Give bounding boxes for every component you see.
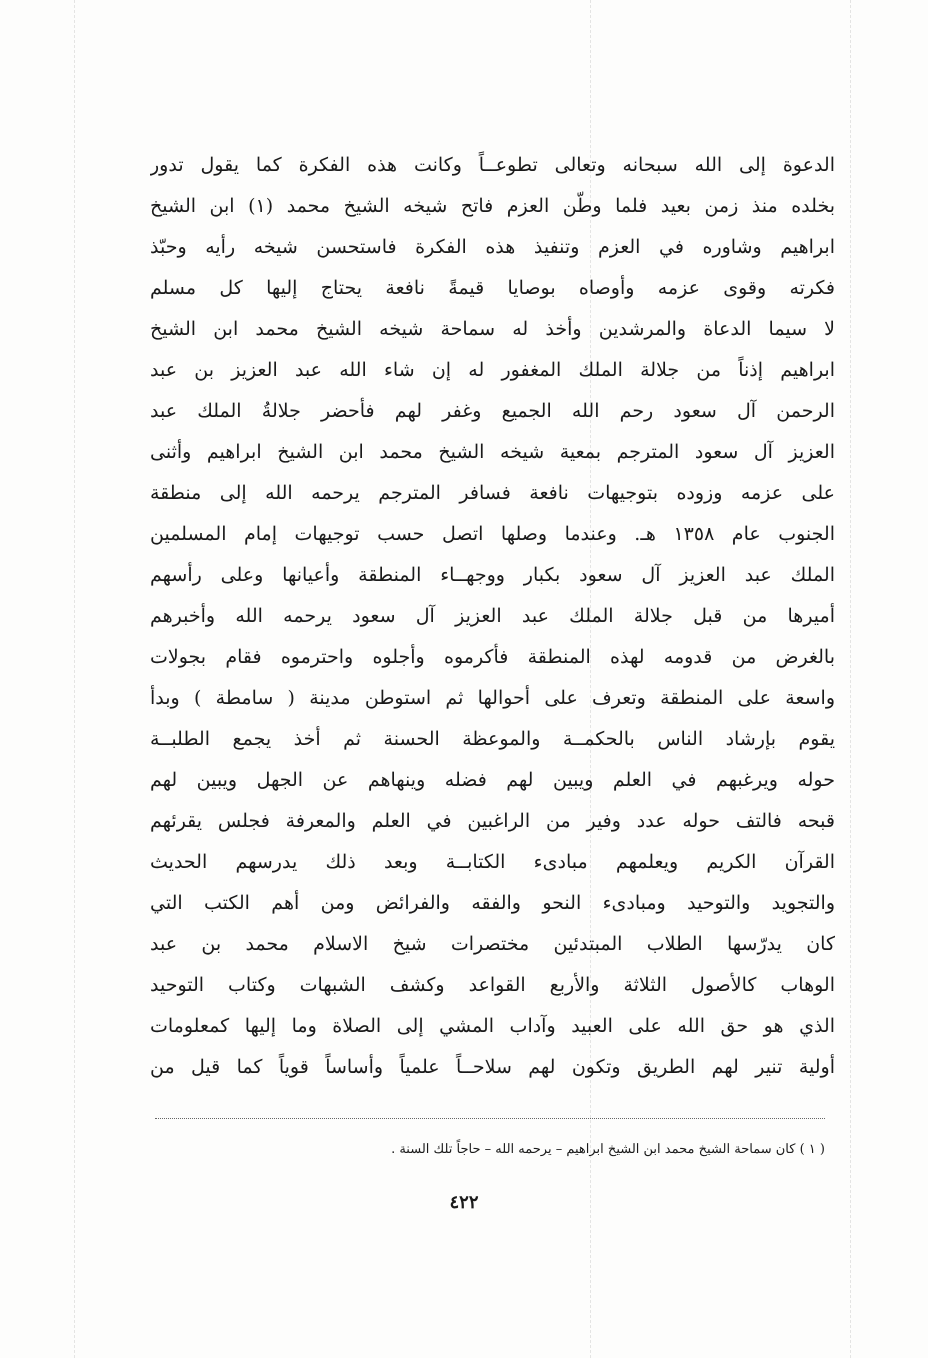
text-line: قبحه فالتف حوله عدد وفير من الراغبين في العلم والمعرفة فجلس يقرئهم: [150, 810, 835, 832]
text-line: الذي هو حق الله على العبيد وآداب المشي إلى الصلاة وما إليها كمعلومات: [150, 1015, 835, 1037]
text-line: أميرها من قبل جلالة الملك عبد العزيز آل سعود يرحمه الله وأخبرهم: [150, 605, 835, 627]
text-line: الرحمن آل سعود رحم الله الجميع وغفر لهم فأحضر جلالةُ الملك عبد: [150, 400, 835, 422]
text-line: على عزمه وزوده بتوجيهات نافعة فسافر المترجم يرحمه الله إلى منطقة: [150, 482, 835, 504]
footnote-divider: [155, 1118, 825, 1119]
text-line: بخلده منذ زمن بعيد فلما وطّن العزم فاتح شيخه الشيخ محمد (١) ابن الشيخ: [150, 195, 835, 217]
text-line: الوهاب كالأصول الثلاثة والأربع القواعد وكشف الشبهات وكتاب التوحيد: [150, 974, 835, 996]
scan-artifact-line: [850, 0, 851, 1358]
scan-artifact-line: [74, 0, 75, 1358]
text-line: ابراهيم إذناً من جلالة الملك المغفور له إن شاء الله عبد العزيز بن عبد: [150, 359, 835, 381]
body-text: [150, 145, 835, 1088]
footnote: ( ١ ) كان سماحة الشيخ محمد ابن الشيخ ابراهيم – يرحمه الله – حاجاً تلك السنة .: [391, 1142, 825, 1157]
page-number: ٤٢٢: [449, 1192, 479, 1213]
text-line: الملك عبد العزيز آل سعود بكبار ووجهــاء المنطقة وأعيانها وعلى رأسهم: [150, 564, 835, 586]
text-line: والتجويد والتوحيد ومبادىء النحو والفقه والفرائض ومن أهم الكتب التي: [150, 892, 835, 914]
text-line: يقوم بإرشاد الناس بالحكمــة والموعظة الحسنة ثم أخذ يجمع الطلبــة: [150, 728, 835, 750]
text-line: القرآن الكريم ويعلمهم مبادىء الكتابــة وبعد ذلك يدرسهم الحديث: [150, 851, 835, 873]
text-line: ابراهيم وشاوره في العزم وتنفيذ هذه الفكرة فاستحسن شيخه رأيه وحبّذ: [150, 236, 835, 258]
text-line: أولية تنير لهم الطريق وتكون لهم سلاحــاً علمياً وأساساً قوياً كما قيل من: [150, 1056, 835, 1078]
text-line: بالغرض من قدومه لهذه المنطقة فأكرموه وأجلوه واحترموه فقام بجولات: [150, 646, 835, 668]
text-line: فكرته وقوى عزمه وأوصاه بوصايا قيمةً نافعة يحتاج إليها كل مسلم: [150, 277, 835, 299]
text-line: العزيز آل سعود المترجم بمعية شيخه الشيخ محمد ابن الشيخ ابراهيم وأثنى: [150, 441, 835, 463]
text-line: الدعوة إلى الله سبحانه وتعالى تطوعــاً وكانت هذه الفكرة كما يقول تدور: [150, 154, 835, 176]
text-line: كان يدرّسها الطلاب المبتدئين مختصرات شيخ الاسلام محمد بن عبد: [150, 933, 835, 955]
text-line: واسعة على المنطقة وتعرف على أحوالها ثم استوطن مدينة ( سامطة ) وبدأ: [150, 687, 835, 709]
text-line: الجنوب عام ١٣٥٨ هـ. وعندما وصلها اتصل حسب توجيهات إمام المسلمين: [150, 523, 835, 545]
text-line: لا سيما الدعاة والمرشدين وأخذ له سماحة شيخه الشيخ محمد ابن الشيخ: [150, 318, 835, 340]
text-line: حوله ويرغبهم في العلم ويبين لهم فضله وينهاهم عن الجهل ويبين لهم: [150, 769, 835, 791]
